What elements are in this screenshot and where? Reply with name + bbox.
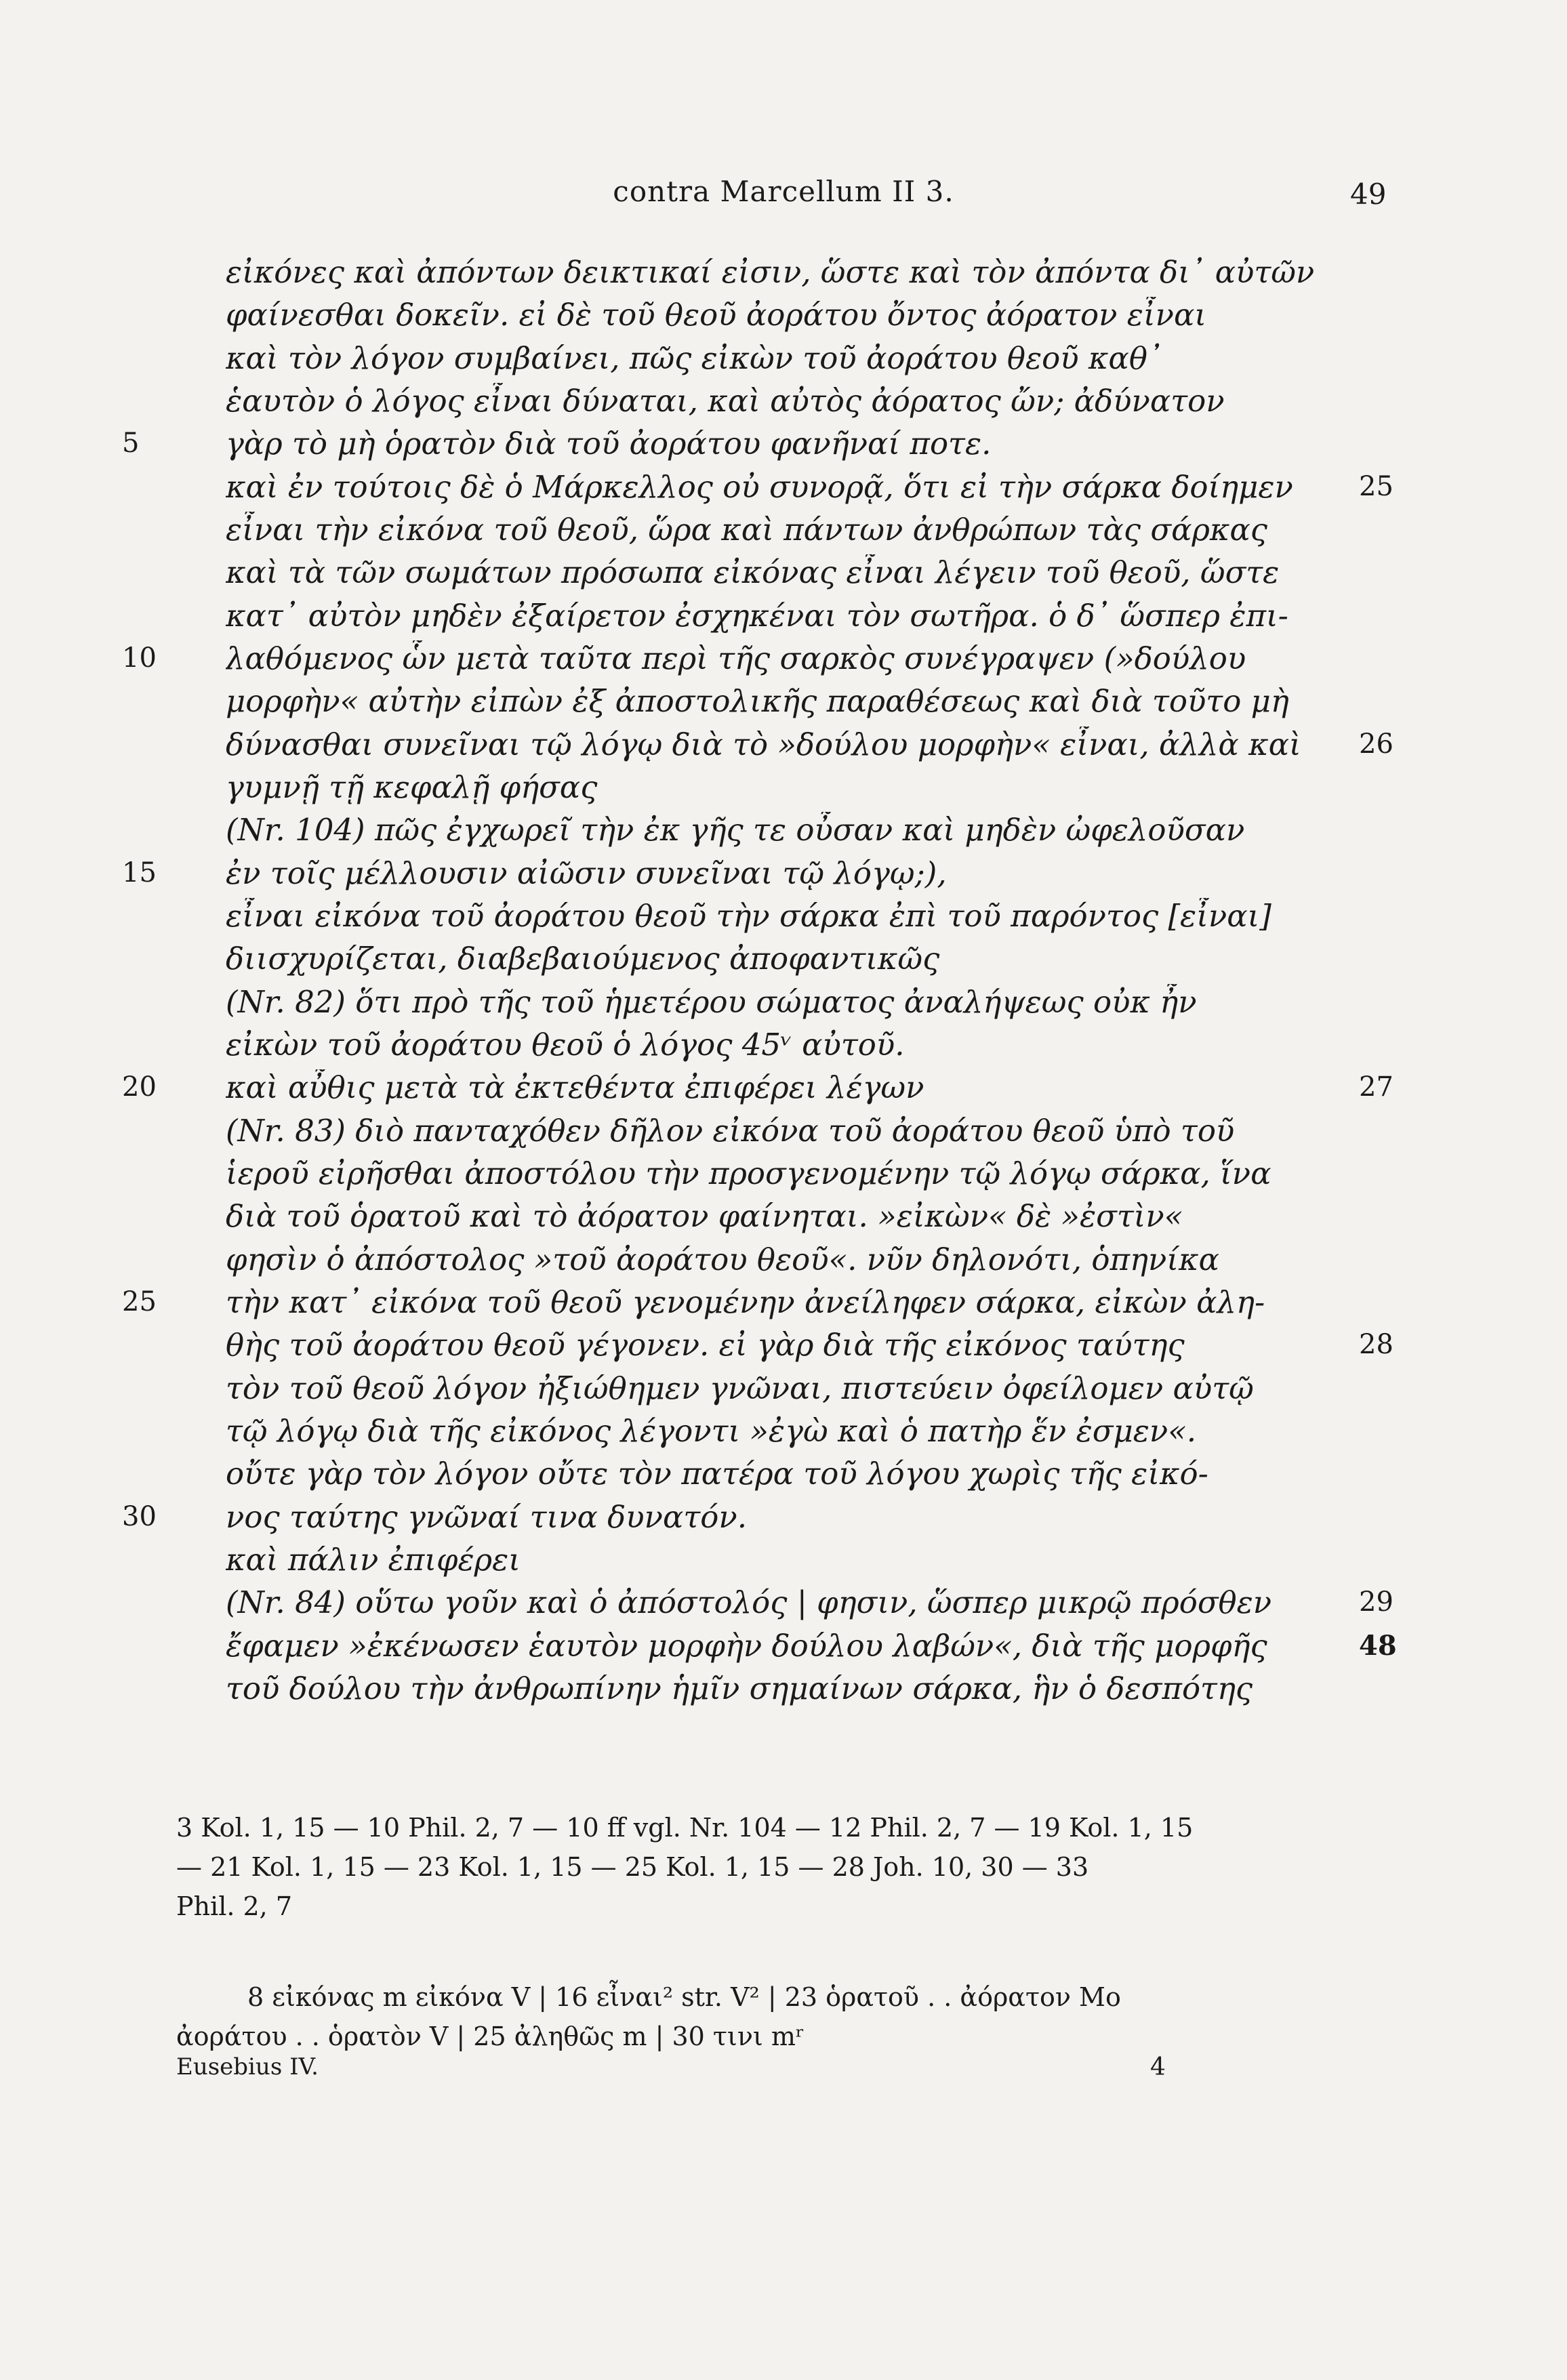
text-line: καὶ αὖθις μετὰ τὰ ἐκτεθέντα ἐπιφέρει λέγων [226, 1069, 924, 1105]
text-line: καὶ πάλιν ἐπιφέρει [226, 1542, 521, 1578]
text-line: γὰρ τὸ μὴ ὁρατὸν διὰ τοῦ ἀοράτου φανῆναί ποτε. [226, 426, 992, 461]
text-line: (Nr. 83) διὸ πανταχόθεν δῆλον εἰκόνα τοῦ ἀοράτου θεοῦ ὑπὸ τοῦ [226, 1113, 1235, 1149]
text-line: ἱεροῦ εἰρῆσθαι ἀποστόλου τὴν προσγενομένην τῷ λόγῳ σάρκα, ἵνα [226, 1155, 1271, 1191]
text-line: καὶ τὰ τῶν σωμάτων πρόσωπα εἰκόνας εἶναι λέγειν τοῦ θεοῦ, ὥστε [226, 554, 1280, 590]
apparatus-variants-line: 8 εἰκόνας m εἰκόνα V | 16 εἶναι² str. V² | 23 ὁρατοῦ . . ἀόρατον Mo [247, 1982, 1121, 2012]
text-line: καὶ ἐν τούτοις δὲ ὁ Μάρκελλος οὐ συνορᾷ, ὅτι εἰ τὴν σάρκα δοίημεν [226, 469, 1293, 505]
line-number: 20 [122, 1071, 157, 1103]
line-number: 15 [122, 857, 157, 888]
text-line: τὸν τοῦ θεοῦ λόγον ἠξιώθημεν γνῶναι, πιστεύειν ὀφείλομεν αὐτῷ [226, 1370, 1254, 1406]
text-line: νος ταύτης γνῶναί τινα δυνατόν. [226, 1499, 748, 1535]
margin-number-bold: 48 [1359, 1630, 1397, 1662]
text-line: μορφὴν« αὐτὴν εἰπὼν ἐξ ἀποστολικῆς παραθέσεως καὶ διὰ τοῦτο μὴ [226, 683, 1289, 719]
text-line: δύνασθαι συνεῖναι τῷ λόγῳ διὰ τὸ »δούλου μορφὴν« εἶναι, ἀλλὰ καὶ [226, 726, 1301, 762]
line-number: 30 [122, 1501, 157, 1532]
running-title: contra Marcellum II 3. [613, 175, 954, 208]
text-line: γυμνῇ τῇ κεφαλῇ φήσας [226, 769, 598, 805]
text-line: εἰκὼν τοῦ ἀοράτου θεοῦ ὁ λόγος 45ᵛ αὐτοῦ. [226, 1027, 905, 1063]
signature-mark: Eusebius IV. [176, 2053, 319, 2080]
text-line: ἑαυτὸν ὁ λόγος εἶναι δύναται, καὶ αὐτὸς ἀόρατος ὤν; ἀδύνατον [226, 383, 1225, 419]
text-line: τὴν κατ᾿ εἰκόνα τοῦ θεοῦ γενομένην ἀνείληφεν σάρκα, εἰκὼν ἀλη- [226, 1284, 1265, 1320]
text-line: τοῦ δούλου τὴν ἀνθρωπίνην ἡμῖν σημαίνων σάρκα, ἣν ὁ δεσπότης [226, 1670, 1253, 1706]
apparatus-sources-line: Phil. 2, 7 [176, 1891, 293, 1921]
text-line: κατ᾿ αὐτὸν μηδὲν ἐξαίρετον ἐσχηκέναι τὸν σωτῆρα. ὁ δ᾿ ὥσπερ ἐπι- [226, 598, 1288, 634]
apparatus-variants-line: ἀοράτου . . ὁρατὸν V | 25 ἀληθῶς m | 30 τινι mʳ [176, 2022, 805, 2051]
text-line: τῷ λόγῳ διὰ τῆς εἰκόνος λέγοντι »ἐγὼ καὶ ὁ πατὴρ ἕν ἐσμεν«. [226, 1413, 1197, 1449]
apparatus-sources-line: — 21 Kol. 1, 15 — 23 Kol. 1, 15 — 25 Kol. 1, 15 — 28 Joh. 10, 30 — 33 [176, 1852, 1089, 1882]
text-line: (Nr. 82) ὅτι πρὸ τῆς τοῦ ἡμετέρου σώματος ἀναλήψεως οὐκ ἦν [226, 984, 1197, 1020]
page-number: 49 [1350, 178, 1387, 211]
text-line: εἰκόνες καὶ ἀπόντων δεικτικαί εἰσιν, ὥστε καὶ τὸν ἀπόντα δι᾿ αὐτῶν [226, 254, 1315, 290]
text-line: θὴς τοῦ ἀοράτου θεοῦ γέγονεν. εἰ γὰρ διὰ τῆς εἰκόνος ταύτης [226, 1327, 1185, 1363]
signature-number: 4 [1150, 2053, 1166, 2081]
text-line: φησὶν ὁ ἀπόστολος »τοῦ ἀοράτου θεοῦ«. νῦν δηλονότι, ὁπηνίκα [226, 1242, 1219, 1277]
text-line: (Nr. 104) πῶς ἐγχωρεῖ τὴν ἐκ γῆς τε οὖσαν καὶ μηδὲν ὠφελοῦσαν [226, 812, 1245, 848]
margin-number: 26 [1359, 729, 1393, 760]
line-number: 5 [122, 428, 140, 459]
text-line: διισχυρίζεται, διαβεβαιούμενος ἀποφαντικῶς [226, 941, 940, 977]
margin-number: 28 [1359, 1329, 1393, 1360]
text-line: εἶναι τὴν εἰκόνα τοῦ θεοῦ, ὥρα καὶ πάντων ἀνθρώπων τὰς σάρκας [226, 512, 1268, 548]
text-line: καὶ τὸν λόγον συμβαίνει, πῶς εἰκὼν τοῦ ἀοράτου θεοῦ καθ᾿ [226, 340, 1163, 376]
margin-number: 27 [1359, 1071, 1393, 1103]
text-line: οὔτε γὰρ τὸν λόγον οὔτε τὸν πατέρα τοῦ λόγου χωρὶς τῆς εἰκό- [226, 1456, 1208, 1492]
line-number: 10 [122, 642, 157, 674]
text-line: ἔφαμεν »ἐκένωσεν ἑαυτὸν μορφὴν δούλου λαβών«, διὰ τῆς μορφῆς [226, 1628, 1267, 1664]
text-line: εἶναι εἰκόνα τοῦ ἀοράτου θεοῦ τὴν σάρκα ἐπὶ τοῦ παρόντος [εἶναι] [226, 898, 1271, 934]
line-number: 25 [122, 1286, 157, 1317]
text-line: (Nr. 84) οὕτω γοῦν καὶ ὁ ἀπόστολός | φησιν, ὥσπερ μικρῷ πρόσθεν [226, 1584, 1272, 1620]
margin-number: 29 [1359, 1586, 1393, 1618]
text-line: διὰ τοῦ ὁρατοῦ καὶ τὸ ἀόρατον φαίνηται. »εἰκὼν« δὲ »ἐστὶν« [226, 1198, 1183, 1234]
text-line: ἐν τοῖς μέλλουσιν αἰῶσιν συνεῖναι τῷ λόγῳ;), [226, 855, 947, 891]
apparatus-sources-line: 3 Kol. 1, 15 — 10 Phil. 2, 7 — 10 ff vgl. Nr. 104 — 12 Phil. 2, 7 — 19 Kol. 1, 15 [176, 1813, 1194, 1843]
text-line: φαίνεσθαι δοκεῖν. εἰ δὲ τοῦ θεοῦ ἀοράτου ὄντος ἀόρατον εἶναι [226, 297, 1206, 333]
text-line: λαθόμενος ὧν μετὰ ταῦτα περὶ τῆς σαρκὸς συνέγραψεν (»δούλου [226, 640, 1246, 676]
margin-number: 25 [1359, 471, 1393, 502]
